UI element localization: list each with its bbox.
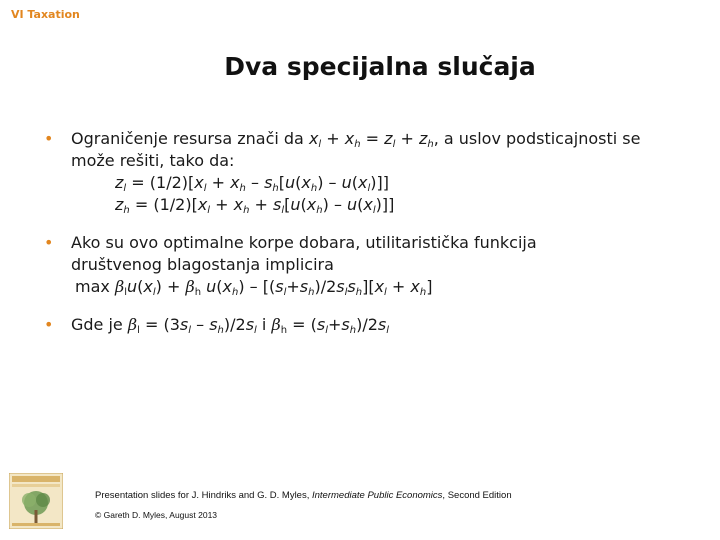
- bullet-text: , a uslov podsticajnosti se: [433, 129, 641, 148]
- citation-book-title: Intermediate Public Economics: [312, 490, 443, 501]
- footer-citation: [95, 490, 512, 501]
- bullet-line: [71, 314, 714, 336]
- citation-prefix: Presentation slides for J. Hindriks and G. D. Myles,: [95, 490, 312, 501]
- bullet-item-welfare-function: [44, 232, 714, 298]
- bullet-dot-icon: •: [44, 129, 54, 148]
- bullet-dot-icon: •: [44, 315, 54, 334]
- resource-equation: $x_l + x_h = z_l + z_h$: [308, 129, 434, 150]
- bullet-list: [44, 128, 714, 352]
- equation-zl: $z_l = (1/2)[x_l + x_h - s_h[u(x_h) - u(x_l)]]$: [115, 173, 389, 194]
- bullet-line: može rešiti, tako da:: [71, 151, 235, 170]
- citation-suffix: , Second Edition: [442, 490, 512, 501]
- bullet-line: društvenog blagostanja implicira: [71, 255, 334, 274]
- bullet-dot-icon: •: [44, 233, 54, 252]
- bullet-item-resource-constraint: [44, 128, 714, 216]
- bullet-line: Ako su ovo optimalne korpe dobara, utilitaristička funkcija: [71, 233, 537, 252]
- section-label: VI Taxation: [11, 8, 80, 21]
- bullet-text: Gde je: [71, 315, 128, 334]
- book-cover-tree-icon: [9, 473, 63, 529]
- bullet-text: Ograničenje resursa znači da: [71, 129, 309, 148]
- equation-max-welfare: $\max \beta_lu(x_l) + \beta_h$ $u(x_h) - [(s_l+s_h)/2s_ls_h][x_l + x_h]$: [75, 277, 433, 298]
- slide-title: Dva specijalna slučaja: [224, 52, 536, 81]
- bullet-line: [71, 128, 714, 150]
- footer-copyright: © Gareth D. Myles, August 2013: [95, 510, 218, 520]
- bullet-item-beta-definition: [44, 314, 714, 336]
- equation-zh: $z_h = (1/2)[x_l + x_h + s_l[u(x_h) - u(x_l)]]$: [115, 195, 395, 216]
- beta-equation: $\beta_l = (3s_l - s_h)/2s_l$ i $\beta_h = (s_l+s_h)/2s_l$: [127, 315, 390, 336]
